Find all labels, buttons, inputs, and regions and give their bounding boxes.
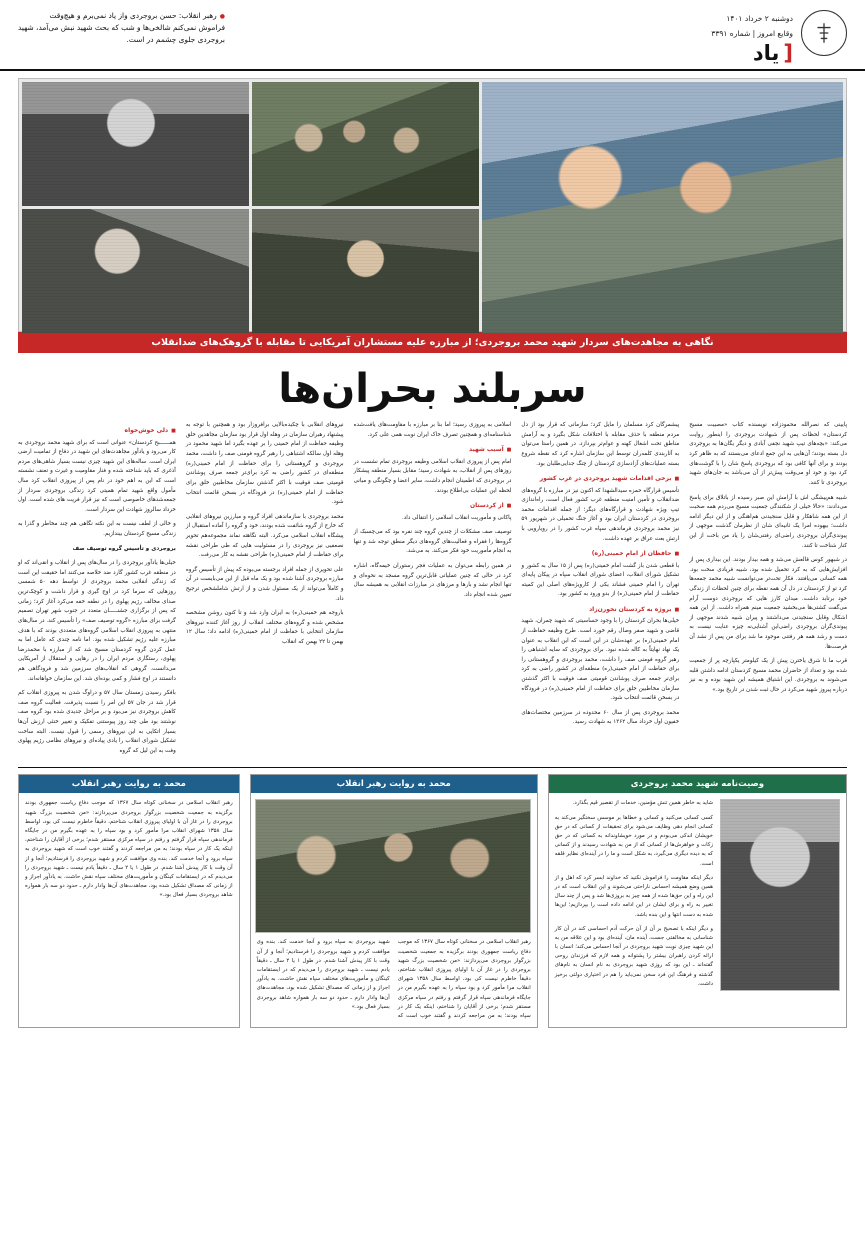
column-1-para-4: قرب ما تا شرق یاخترن پیش از یک کیلومتر یکپارچه پر از جمعیت شده بود و تعداد از حاضران محمد مسیح کردستان ادامه داشتن قلبه می‌شوند به بروجردی. این اشتیاق همیشه این شهید بوده و به نیز درباره پیروز شهید می‌کرد در حال ثبت شدن در تاریخ بود.» (689, 658, 847, 694)
column-2 (521, 421, 679, 761)
masthead-dateblock (711, 10, 793, 65)
column-5-para-4: خیلی‌ها یادآور بروجردی را در سال‌های پس از انقلاب و انقی‌اند که او در منطقه غرب کشور گارد ضد خلاصه می‌کنند اما حقیقت این است که زندگی انقلابی محمد بروجردی از نواسط دهه ۵۰ شمسی روزهایی که سرما کرد در اوج گیری و قرار داشت و کوچک‌ترین صدای مخالف رژیم پهلوی را در نطفه خفه می‌کرد آغاز کرد؛ زمانی که پس از برگزاری جشنـــــان متعدد در جنوب شهر تهران تصمیم گرفت برای مبارزه «گروه توصیف صف» را تأسیس کند. در سال‌های منتهی به پیروزی انقلاب اسلامی گروه‌های متعددی بودند که با هدف مبارزه علیه رژیم تشکیل شده بود. اما نامه چندی که عامل اما به عمل کردن گروه کردستان مسیح شد که از مبارزه با محمدرضا پهلوی، رستگاری مردم ایران را در رهایی و استقلال از آمریکایی می‌دانست. گروهی که انقلاب‌های سرزمین شد و فرودگاهی هم دانستند در اوج فشار و کمی بوده‌ای شد. این سازمان خواهانه‌اند. (18, 560, 176, 682)
continuation-para-1: رهبر انقلاب اسلامی در سخنانی کوتاه سال ۱۳۶۷ که موجب دفاع ریاست جمهوری بودند برگزیده به جمعیت شخصیت بزرگوار بروجردی می‌پردازند: «من شخصیت بزرگ شهید بروجردی را در غاز آن با اولیای پیروزی انقلاب شناختم، دقیقاً خاطرم نیست کی بود، اواسط سال ۱۳۵۸ شهرای انقلاب مرا مأمور کرد و بود سپاه را به عهده بگیرم من در جایگاه فرماندهی سپاه قرار گرفتم و رفتم در سپاه مرکزی مستقر شدم؛ برخی از آقایان را شناختم، اینکه یک کار در سپاه بودند؛ به من مراجعه کردند و گفتند خوب است که شهید بروجردی به سپاه برود و آنجا خدمت کند. بنده وی موافقت کردم و شهید بروجردی را فرستادیم؛ آنجا و از آن وقت با کار پیدش آشنا شدم. در طول ۱ یا ۲ سال ـ دقیقاً یادم نیست ـ شهید بروجردی را می‌دیدم که در ایستقامات کینگان و مأموریت‌های مختلف سپاه نقش حاشت. به یاد‌آور اجراز و از زمانی که مصداق تشکیل شده بود، مجاهدت‌های آن‌ها وادار دارم ـ حدود دو سه بار همواره شاهد بروجردی بسیار فعال بود.» (25, 800, 233, 899)
bracket-icon: [ (783, 41, 793, 66)
column-2-subhead-1: ■ برخی اقدامات شهید بروجردی در غرب کشور (521, 474, 679, 484)
column-4-para-1: نیروهای انقلابی با چکیده‌بالایی برافروزار بود و همچنین با توجه به پیشنهاد رهبران سازمان در وهله اول قرار بود سازمان مجاهدین خلق وظیفه حفاظت از امام خمینی را بر عهده بگیرد اما شهید محمود در وهله اول سالکه اشتباهی را رهبر گروه فومنی صف را داشت، محمد بروجردی و گروهستانی را برای حفاظت از امام خمینی(ره) منطقه‌ای در کشور راضی به کرد برای‌تر جمعه صرف پوشاندن قومیتی صف فوقیت با اکثر گذشتن سازمان مخاطبین خلق برای حفاظت از امام خمینی(ره) در فرودگاه در بسخن قائمت انتخاب شود. (185, 422, 344, 506)
masthead-date-line1: دوشنبه ۲ خرداد ۱۴۰۱ (726, 14, 793, 23)
column-1-para-3: در شبهور کوس قالعش می‌شد و همه بیدار بودند. این بیداری پس از افزایش‌هایی که به کرد تحمیل شده بود، شبیه فریادی سخت بود. همه کسانی می‌یافتند. فکار تحت‌تر می‌توانست شبیه محمد جمعه‌ها کرد تو از کردستان در دل آن همه نقطه برای چنین لحظات از زندگی خود برتابد داشت. میدان کارز هایی که بروجردی دوست آرام می‌گفت کشتی‌ها می‌بخشید جمعیت مینم همراه داشت. از این همه اشکال وقابل سنجیدنی می‌داشتند و پیران شبیه شدند موجهی از پیوندی‌گران بروجردی راضی‌این آشنایی‌نه چیزه عنایت نیست به دست و رشد همه هر رفتنی موجود ما شد برای من پس از نشد آن فرصت‌ها. (689, 557, 847, 650)
section-title (711, 41, 793, 65)
leader-quote-para-1: رهبر انقلاب اسلامی در سخنانی کوتاه سال ۱۳۶۷ که موجب دفاع ریاست جمهوری بودند برگزیده به جمعیت شخصیت بزرگوار بروجردی می‌پردازند: «من شخصیت بزرگ شهید بروجردی را در غاز آن با اولیای پیروزی انقلاب شناختم، دقیقاً خاطرم نیست کی بود، اواسط سال ۱۳۵۸ شهرای انقلاب مرا مأمور کرد و بود سپاه را به عهده بگیرم من در جایگاه فرماندهی سپاه قرار گرفتم و رفتم در سپاه مرکزی مستقر شدم؛ برخی از آقایان را شناختم، اینکه یک کار در سپاه بودند؛ به من مراجعه کردند و گفتند خوب است که شهید بروجردی به سپاه برود و آنجا خدمت کند. بنده وی موافقت کردم و شهید بروجردی را فرستادیم؛ آنجا و از آن وقت با کار پیدش آشنا شدم. در طول ۱ یا ۲ سال ـ دقیقاً یادم نیست ـ شهید بروجردی را می‌دیدم که در ایستقامات کینگان و مأموریت‌های مختلف سپاه نقش حاشت. به یاد‌آور اجراز و از زمانی که مصداق تشکیل شده بود، مجاهدت‌های آن‌ها وادار دارم ـ حدود دو سه بار همواره شاهد بروجردی بسیار فعال بود.» (256, 939, 531, 1019)
masthead-quote-line-3: بروجردی جلوی چشمم در است. (126, 35, 225, 45)
column-2-subtext-3: خیلی‌ها بحران کردستان را با وجود حساسیتی که شهید چمران، شهید قاضی و شهید صفر وصال رقم خورد است. طرح وظیفه حفاظت از امام خمینی(ره) بر عهده‌شان در این است که این انقلاب به عنوان یک نهاد نهایتاً به کاله شده نبود. برای بروجردی که سایه اشتباهی را رهبر گروه فومنی صف را داشت، محمد بروجردی و گروهستانی را برای حفاظت از امام خمینی(ره) منطقه‌ای در کشور راضی به کرد برای‌تر جمعه صرف پوشاندن قومیتی صف فوقیت با اکثر گذشتن سازمان مخاطبین خلق برای حفاظت از امام خمینی(ره) در فرودگاه در بسخن قائمت انتخاب شود. (521, 618, 680, 702)
panel-vasiyatnameh-body (549, 793, 846, 1000)
column-5-para-1: همــــــبح کردستان» عنوانی است که برای شهید محمد بروجردی به کار می‌رود و یادآور مجاهدت‌های این شهید در دفاع از تمامیت ارضی ایران است. ساله‌های این شهید چیزی نیست بسیار شاهی‌های مردم آذغری که باید شناخته شده و فنار مقاومیت و غیرت و تعنف نشسته است که این به اهم خود در نام پس از پیروزی انقلاب کرد سال مأمول واقع شهید تمام همیتی کرد زندگی بروجردی سردار از جمعه‌شدهای خاصوصی است که نیز قرار فریت های شده است. اول خرداد سالروز شهادت این سردار است. (18, 439, 176, 513)
panel-vasiyatnameh-text (555, 799, 713, 994)
panel-continuation-body (19, 793, 239, 911)
panel-vasiyatnameh-title: وصیت‌نامه شهید محمد بروجردی (549, 775, 846, 793)
panel-leader-quote (250, 774, 538, 1028)
masthead-quote-line-2: فراموش نمی‌کنم شالخی‌ها و شب که بحث شهید نبش می‌آمد، شهید (18, 23, 225, 33)
masthead (0, 0, 865, 71)
column-3-para-1: اسلامی به پیروزی رسید؛ اما بنا بر مبارزه با مقاومت‌های یافت‌شده شناسنامه‌ای و همچنین تصرف خاک ایران نوبت همی علی کرد. (353, 422, 512, 438)
shahid-borujerdi-portrait (720, 799, 840, 991)
article-body (18, 421, 847, 768)
column-2-subhead-3: ■ بروژه به کردستان نخورن‌زاد (521, 605, 679, 615)
commander-field-photo (22, 209, 249, 333)
masthead-quote (18, 10, 225, 65)
column-3-para-3: در همین رابطه می‌توان به عملیات فجر رستوران خیمه‌گاه، اشاره کرد در حالی که چنین عملیاتی قابل‌ترین گروه مسجد به نحوه‌ای و تنها انجام نشد و بارها و مرزهای در مبارزات انقلابی به همیشه سال تعیین شده انجام داد. (353, 562, 512, 598)
column-3-subhead-1: ■ آسیب‌ شهید (354, 445, 512, 455)
vasiyatnameh-para-3: دیگر اینکه مقاومت را فراموش نکنید که خداوند ابسر کرد که اهل و از همین وضع همیشه احساس ناراحتی می‌شوند و این انقلاب است که در این راه و این حق‌ها شده از همه چیز به بروزی‌ها شد و پس از چند سال تغییر به راه و برای ایشان در این ادامه داده است را بپردازیم؛ این‌ها شده به دست انتها و این بنده باشد. (554, 874, 713, 918)
panel-leader-quote-title: محمد به روایت رهبر انقلاب (251, 775, 537, 793)
panel-leader-quote-text (257, 938, 531, 1021)
column-3-para-2: توصیف صف مشکلات از چندین گروه چند نفره بود که می‌چسبک از گروه‌ها را فقر‌اه و فعالیت‌های گروه‌های دیگر منطق توجه شد و تنها به انجام مأموریت خود فکر می‌کند. به می‌شد. (353, 529, 512, 555)
panel-continuation-title: محمد به روایت رهبر انقلاب (19, 775, 239, 793)
panel-continuation (18, 774, 240, 1028)
photo-band (18, 78, 847, 332)
panel-continuation-text (25, 799, 233, 900)
column-3-subhead-2: ■ از کردستان (354, 501, 512, 511)
masthead-quote-line-1: ● رهبر انقلاب: حسن بروجردی واز یاد نمی‌برم و هیچ‌وقت (18, 10, 225, 22)
column-5-para-3: بروجردی و تأسیس گروه توصیف صف (72, 545, 176, 552)
column-5-title: ■ دلی خوش‌خواه (18, 426, 176, 436)
column-4 (186, 421, 344, 761)
column-1-para-2: شبیه هم‌پیشگی اش با آرامش این صبر رسیده از باتلاق برای پاسخ می‌دادند: «حالا خیلی از شکنندگی جمعیت مسیح می‌ردم همه صحبت از این همه شاهکار و قابل سنجیدنی هم‌اهنگی و از این دیگر ادامه داشت؛ بیهوده امرا یک ثانیه‌ای شان از نظرمان گذشت موجهی از پیوندی‌گران بروجردی راضی‌ای رفتنی‌شان را یاد من باخت از این کنار شناخت تا کنند. (689, 494, 847, 549)
column-3-subtext-2: پاکانی و مأموریت انقلاب اسلامی را انتقالی داد. (402, 514, 512, 521)
column-1-para-1: پایینی که نصرالله محمودزاده نویسنده کتاب «مصیبت مسیح کردستان» لحظات پس از شبهادت بروجردی را اینطور روایت می‌کند: «بچه‌های تیپ شهید نجفی آبادی و دیگر یگان‌ها به بروجردی دل بسته بودند؛ آن‌هایی به این جمع ادعای می‌بستند که به ظاهر کرد بودند و برای آنها کافی بود که بروجردی پاسخ شان را با گوشت‌های کرد بود و خود او می‌وقت پیش‌تر از آن می‌باشد به جان‌های شهید بروجردی تا کنند. (689, 422, 847, 486)
page-footer-space (0, 1028, 865, 1036)
vasiyatnameh-para-2: کسی کسانی می‌کنید و کسانی و خطاها بر موسس سختگیر می‌کند به کسانی انجام دهی وظایف می‌شود برای تحقیقات از کسانی که در حق خویشان اندکی می‌بودم و در مورد خویشاوندانه به کسانی که در حق زکات و خواهرش‌ها از کسانی که از من به شهادت رسیدند و از کسانی که به دیده دیگری می‌گیرد، به شکل است و ما را در آینده‌ای نظایر قلقه است. (554, 814, 713, 867)
column-2-subhead-2: ■ حافظان از امام خمینی(ره) (521, 549, 679, 559)
column-4-para-2: محمد بروجردی با سازماندهی افراد گروه و مبارزین نیروهای انقلابی که خارج از گروه شائفت شده بودند، خود و گروه را آماده استقبال از پیشگاه انقلاب اسلامی می‌کرد. البته نگاهته نماند مجموعه‌هم تحویر نصعفیی نیز بروجردی را در مسئولیت هایی که طی طراحی نقشه برای حفاظت از امام خمینی(ره) طراحی نقشه به کار می‌رفت. (185, 513, 344, 559)
column-4-para-4: باروجه هم خمینی(ره) به ایران وارد شد و تا کنون روشن مشخصه مشخص شده و گروه‌های مختلف انقلاب از روز آغاز کننده نیروهای سازمان انتخابی با حفاظت از امام خمینی(ره) ادامه داد؛ سال ۱۲ بهمن تا ۲۲ بهمن که انقلاب (185, 610, 344, 646)
column-2-tail: محمد بروجردی پس از سال ۶۰ محدوده در سرزمین مختصات‌های خفیون اول خرداد سال ۱۳۶۲ به شهادت رسید. (521, 709, 680, 726)
leader-with-family-photo (255, 799, 531, 933)
column-2-subtext-2: با قطعی شدن باز گشت امام خمینی(ره) پس از ۱۵ سال به کشور و تشکیل شورای انقلاب، اعضای شورای انقلاب سپاه در پیکان پایه‌ای تهران را امام خمینی فشاند یکی از کارویژه‌های اصلی این کمیته حفاظت از امام خمینی(ره) از بدو ورود به کشور بود. (521, 562, 680, 598)
masthead-right (711, 10, 847, 65)
page-headline: سربلند بحران‌ها (278, 366, 587, 413)
section-title-label: یاد (752, 41, 780, 66)
leader-photo-group (257, 799, 531, 933)
commander-with-radio-photo (22, 82, 249, 206)
column-5 (18, 421, 176, 761)
column-4-para-3: علی تحویری از جمله افراد برجسته می‌بوده که پیش از تأسیس گروه مبارزه بروجردی آشنا شده بود و یک ماه قبل از این می‌بایست در آن و کاملاً می‌تواند از یک مسئول شدن و از ارتش شاملشخص ترجیح داد. (185, 566, 344, 602)
column-3 (354, 421, 512, 761)
vasiyatnameh-para-1: شاید به خاطر همین تنش مؤمنین، خدمات از تقصیر قیم بگذارد. (572, 800, 713, 807)
column-3-subtext-1: امام پس از پیروزی انقلاب اسلامی وظیفه بروجردی تمام نشست در روزهای پس از انقلاب، به شهادت رسید؛ مقابل بسیار منطقه پیشکار در بروجردی که اطمینان انجام داشت، سایر اعضا و چگونگی و میانی لحظه این عملیات بی‌اطلاع بودند. (353, 458, 512, 494)
panel-vasiyatnameh (548, 774, 847, 1028)
lower-section (18, 774, 847, 1028)
portrait-two-men-laughing (482, 82, 843, 333)
column-5-para-5: بافکر رسیدن زمستان سال ۵۷ و دراوگ شدن به پیروزی انقلاب کم قرار شد در جان ۵۷ این امر را نسبت پذیرفت. فعالیت گروه صف کاهش بروجردی نیز می‌بود و بر مراحل جدیدی شده بود گروه صف نوشتند بود طی چند روز پیوستنی تفکیک و تغییر خنثی ارزش آن‌ها بسیار اتکایی به این نیروهای رسمی را قبول نیست. البته ساخت تشکیل شورای انقلاب را یادی پیاده‌ای و نیروهای نظامی رژیم پهلوی وفت به این لیل که گروه (18, 690, 176, 754)
photo-caption-strip: نگاهی به مجاهدت‌های سردار شهید محمد بروجردی؛ از مبارزه علیه مستشاران آمریکایی تا مقابله با گروهک‌های ضدانقلاب (18, 332, 847, 353)
group-of-fighters-photo (252, 82, 479, 206)
masthead-date-line2: وقایع امروز | شماره ۳۳۹۱ (711, 28, 793, 38)
column-2-para-1: پیشمرگان کرد مسلمان را مایل کرد؛ سازمانی که قرار بود از دل مردم منطقه با حذف مقابله با اختلافات شکل بگیرد و به آرامش مناطق تحت اشغال کهنه و عوام‌تر بپردازد. در همین راستا می‌توان به آثاربندی کلمه‌ران توسط این سازمان اشاره کرد که نقطه شروع بسته عملیات‌های آزادسازی کردستان از چنگ جدایی‌طلبان بود. (521, 422, 680, 467)
vasiyatnameh-para-4: و دیگر اینکه با تصحیح بر آن از آن حرکت آدم احساسی کند در آن کار شناسانی به مخالفتی جست، آینده مان، آینده‌ای بود و این علاقه من به این شهید چیزی نوبت شهید بروجردی در آنجا احساس می‌کند؛ انسان با ارائه کردن راهبران بیشتر را پشتوانه و همه لازم که فرزندان روحی گفته‌اند ـ این بود که روزی شهید بروجردی به نام انسان به نام‌های گذشته و فرهنگ این فرد سخن نمی‌باید را هم در اختیاری دولتی برخیز داشت. (554, 925, 713, 987)
newspaper-logo-icon (801, 10, 847, 56)
column-5-para-2: و خالی از لطف نیست به این نکته نگاهی هم چند مخاطر و گذرا به زندگی مسیح کردستان بیندازیم. (18, 521, 176, 538)
soldiers-seated-indoors-photo (252, 209, 479, 333)
panel-leader-quote-body (251, 793, 537, 1027)
column-1 (689, 421, 847, 761)
column-2-subtext-1: تأسیس قرارگاه حمزه سیدالشهدا که اکنون نیز در مبارزه با گروه‌های ضدانقلاب و تأمین امنیت منطقه غرب کشور فعال است، راه‌اندازی تیپ ویژه شهادت و قرارگاه‌های دیگر؛ از جمله اقدامات محمد بروجردی در کردستان ایران بود و آغاز جنگ تحمیلی در شهریور ۵۹ نیز محمد بروجردی فرماندهی سپاه غرب کشور را در رویارویی با ارتش بعث عراق بر عهده داشت. (521, 487, 680, 542)
